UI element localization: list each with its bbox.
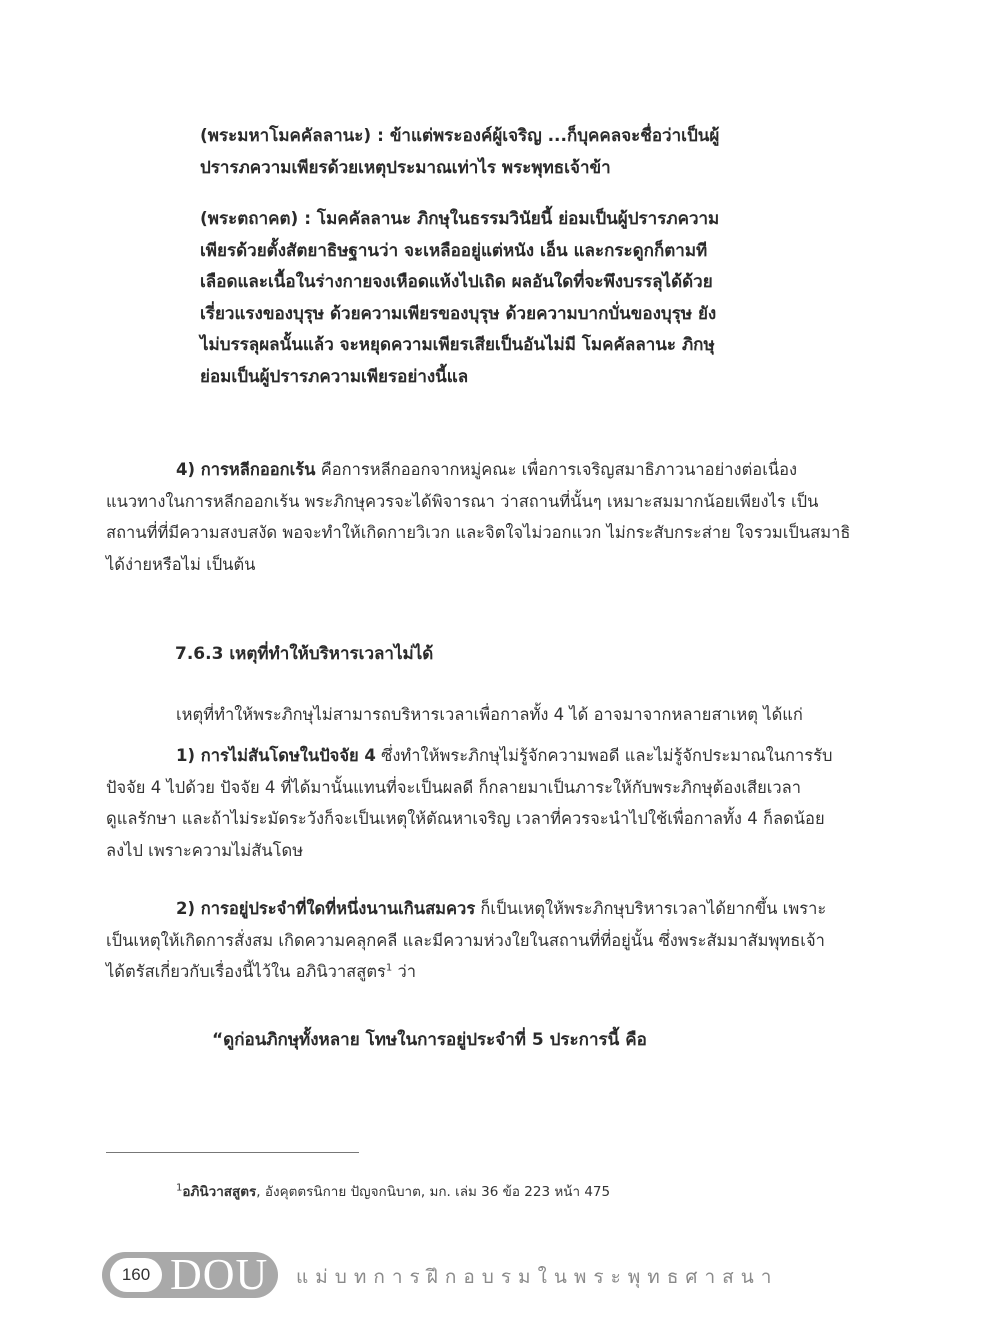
paragraph-line: ปัจจัย 4 ไปด้วย ปัจจัย 4 ที่ได้มานั้นแทนที่จะเป็นผลดี ก็กลายมาเป็นภาระให้กับพระภิกษุต้องเสียเวลา: [106, 777, 802, 797]
paragraph-first-line: [106, 454, 886, 486]
paragraph-text: ได้ตรัสเกี่ยวกับเรื่องนี้ไว้ใน อภินิวาสสูตร: [106, 962, 386, 981]
paragraph-line: ดูแลรักษา และถ้าไม่ระมัดระวังก็จะเป็นเหตุให้ตัณหาเจริญ เวลาที่ควรจะนำไปใช้เพื่อกาลทั้ง 4 ก็ลดน้อย: [106, 809, 825, 828]
footnote-divider: [106, 1152, 359, 1153]
footnote-title: อภินิวาสสูตร: [182, 1184, 257, 1200]
paragraph-text: คือการหลีกออกจากหมู่คณะ เพื่อการเจริญสมาธิภาวนาอย่างต่อเนื่อง: [315, 460, 798, 479]
quote-line: ไม่บรรลุผลนั้นแล้ว จะหยุดความเพียรเสียเป็นอันไม่มี โมคคัลลานะ ภิกษุ: [200, 335, 715, 355]
paragraph-first-line: [106, 893, 886, 925]
paragraph-line: เป็นเหตุให้เกิดการสั่งสม เกิดความคลุกคลี และมีความห่วงใยในสถานที่ที่อยู่นั้น ซึ่งพระสัมมาสัมพุทธเจ้า: [106, 930, 825, 950]
sutta-quote-line: “ดูก่อนภิกษุทั้งหลาย โทษในการอยู่ประจำที่ 5 ประการนี้ คือ: [212, 1030, 647, 1050]
paragraph-staying-too-long: [106, 893, 886, 988]
paragraph-first-line: [106, 740, 886, 772]
paragraph-line: แนวทางในการหลีกออกเร้น พระภิกษุควรจะได้พิจารณา ว่าสถานที่นั้นๆ เหมาะสมมากน้อยเพียงไร เป็น: [106, 491, 819, 511]
footnote: [176, 1180, 610, 1202]
paragraph-line: สถานที่ที่มีความสงบสงัด พอจะทำให้เกิดกายวิเวก และจิตใจไม่วอกแวก ไม่กระสับกระส่าย ใจรวมเป็นสมาธิ: [106, 523, 851, 542]
quote-block-maha-moggallana: [200, 121, 780, 184]
quote-line: ปรารภความเพียรด้วยเหตุประมาณเท่าไร พระพุทธเจ้าข้า: [200, 157, 611, 178]
quote-line: (พระมหาโมคคัลลานะ) : ข้าแต่พระองค์ผู้เจริญ ...ก็บุคคลจะชื่อว่าเป็นผู้: [200, 126, 720, 146]
paragraph-lead: 1) การไม่สันโดษในปัจจัย 4: [176, 746, 376, 765]
paragraph-text: ก็เป็นเหตุให้พระภิกษุบริหารเวลาได้ยากขึ้น เพราะ: [475, 899, 827, 918]
paragraph-text: ว่า: [392, 962, 417, 981]
quote-line: เลือดและเนื้อในร่างกายจงเหือดแห้งไปเถิด ผลอันใดที่จะพึงบรรลุได้ด้วย: [200, 272, 713, 292]
paragraph-text: ซึ่งทำให้พระภิกษุไม่รู้จักความพอดี และไม่รู้จักประมาณในการรับ: [375, 746, 833, 765]
page-number: 160: [110, 1258, 162, 1292]
book-title: แม่บทการฝึกอบรมในพระพุทธศาสนา: [296, 1266, 779, 1288]
paragraph-seclusion: [106, 454, 886, 580]
paragraph-not-content: [106, 740, 886, 866]
paragraph-line: [106, 956, 886, 988]
footnote-mark: 1: [176, 1182, 183, 1194]
paragraph-lead: 2) การอยู่ประจำที่ใดที่หนึ่งนานเกินสมควร: [176, 899, 476, 918]
footnote-text: , อังคุตตรนิกาย ปัญจกนิบาต, มก. เล่ม 36 ข้อ 223 หน้า 475: [256, 1184, 611, 1200]
section-intro: เหตุที่ทำให้พระภิกษุไม่สามารถบริหารเวลาเพื่อกาลทั้ง 4 ได้ อาจมาจากหลายสาเหตุ ได้แก่: [176, 705, 803, 724]
quote-line: เรี่ยวแรงของบุรุษ ด้วยความเพียรของบุรุษ ด้วยความบากบั่นของบุรุษ ยัง: [200, 303, 717, 324]
paragraph-lead: 4) การหลีกออกเร้น: [176, 460, 316, 479]
paragraph-line: ได้ง่ายหรือไม่ เป็นต้น: [106, 554, 256, 574]
quote-line: เพียรด้วยตั้งสัตยาธิษฐานว่า จะเหลืออยู่แต่หนัง เอ็น และกระดูกก็ตามที: [200, 240, 708, 261]
paragraph-line: ลงไป เพราะความไม่สันโดษ: [106, 840, 304, 860]
quote-block-tathagata: [200, 204, 780, 393]
section-heading: 7.6.3 เหตุที่ทำให้บริหารเวลาไม่ได้: [175, 644, 434, 664]
dou-logo: DOU: [170, 1250, 269, 1299]
quote-line: ย่อมเป็นผู้ปรารภความเพียรอย่างนี้แล: [200, 366, 469, 387]
quote-line: (พระตถาคต) : โมคคัลลานะ ภิกษุในธรรมวินัยนี้ ย่อมเป็นผู้ปรารภความ: [200, 209, 720, 229]
footnote-reference[interactable]: 1: [385, 962, 393, 974]
